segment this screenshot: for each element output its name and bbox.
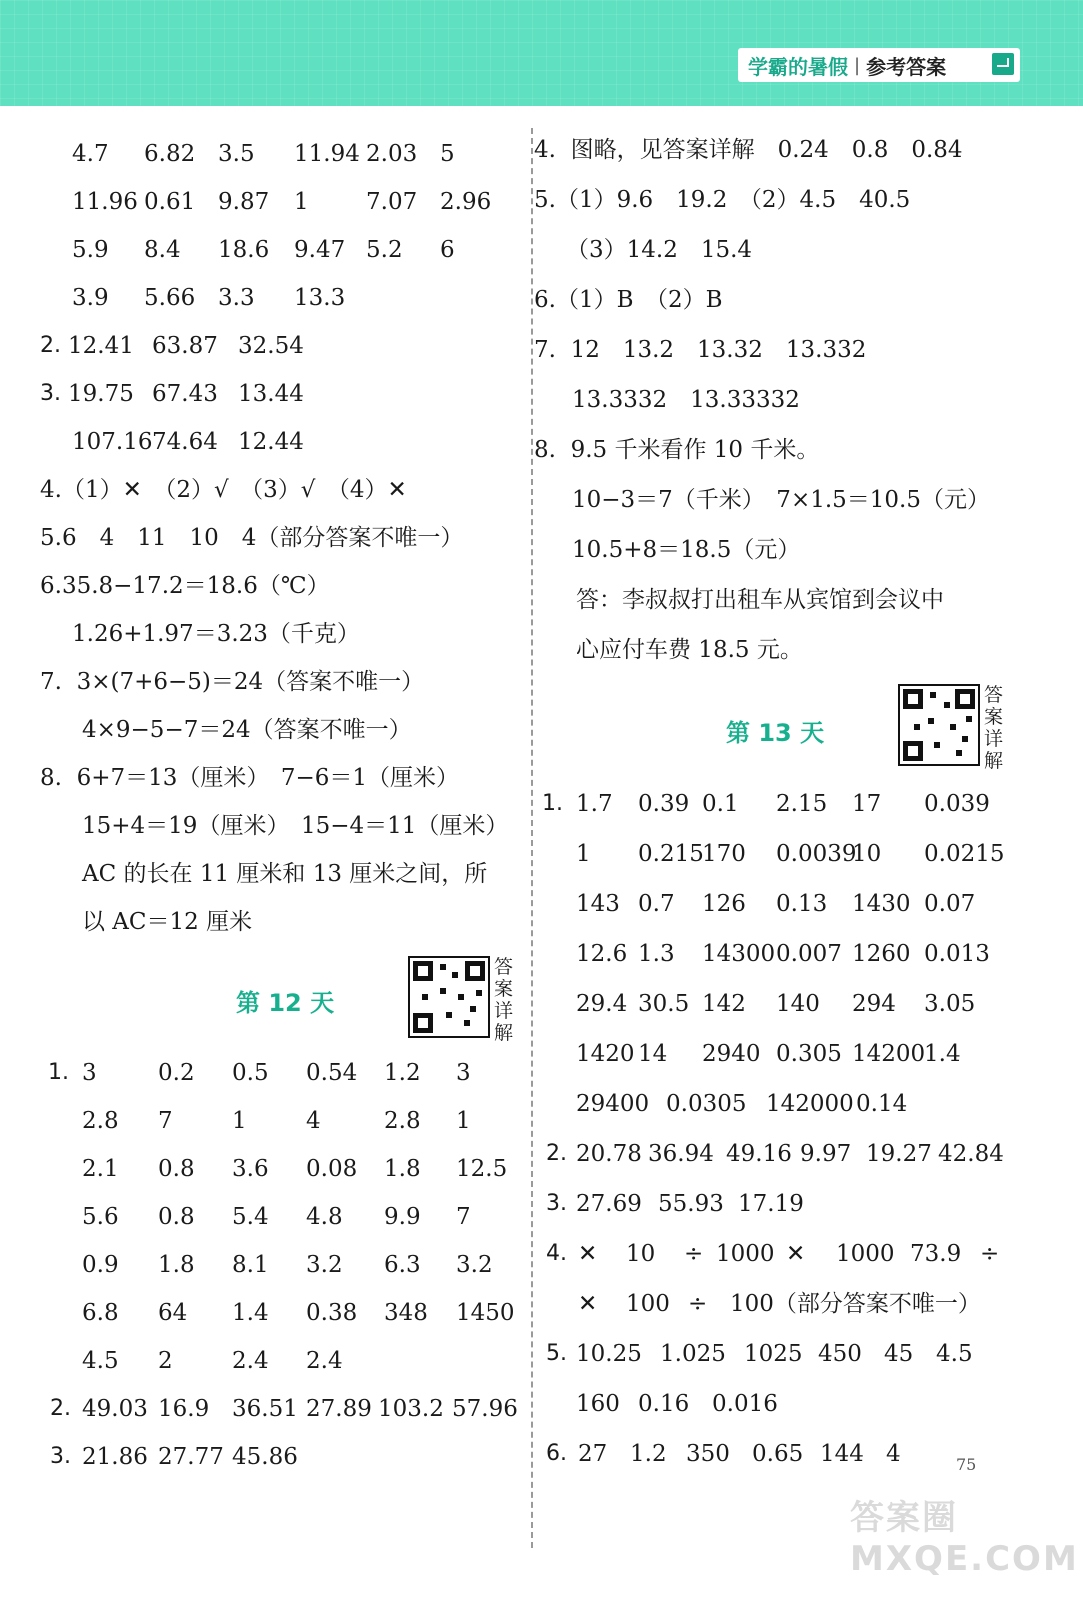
answer-value: 294 — [852, 991, 896, 1017]
answer-value: 140 — [776, 991, 820, 1017]
answer-value: 3.3 — [218, 285, 255, 311]
answer-value: 73.9 — [910, 1241, 962, 1267]
answer-line: 心应付车费 18.5 元。 — [576, 637, 803, 663]
answer-value: 55.93 — [658, 1191, 724, 1217]
answer-value: 17 — [852, 791, 882, 817]
answer-value: 4.7 — [72, 141, 109, 167]
answer-line: 5.6 4 11 10 4（部分答案不唯一） — [40, 525, 464, 551]
answer-value: 36.94 — [648, 1141, 714, 1167]
answer-value: 29.4 — [576, 991, 628, 1017]
answer-value: 6 — [440, 237, 455, 263]
answer-value: 12.5 — [456, 1156, 508, 1182]
answer-value: 74.64 — [152, 429, 218, 455]
answer-value: 3.6 — [232, 1156, 269, 1182]
question-number: 3. — [40, 381, 61, 406]
question-number: 3. — [50, 1444, 71, 1469]
answer-value: 0.0305 — [666, 1091, 747, 1117]
answer-value: 2.4 — [306, 1348, 343, 1374]
answer-value: 42.84 — [938, 1141, 1004, 1167]
answer-value: 27.77 — [158, 1444, 224, 1470]
answer-value: 170 — [702, 841, 746, 867]
answer-value: 103.2 — [378, 1396, 444, 1422]
answer-value: 6.82 — [144, 141, 196, 167]
answer-value: 1 — [576, 841, 591, 867]
book-icon — [992, 53, 1014, 75]
answer-value: 0.38 — [306, 1300, 358, 1326]
answer-value: 49.03 — [82, 1396, 148, 1422]
answer-value: 6.3 — [384, 1252, 421, 1278]
answer-value: 45.86 — [232, 1444, 298, 1470]
answer-value: 5.6 — [82, 1204, 119, 1230]
answer-line: 8. 6+7＝13（厘米） 7−6＝1（厘米） — [40, 765, 460, 791]
answer-value: 64 — [158, 1300, 188, 1326]
answer-line: 5.（1）9.6 19.2 （2）4.5 40.5 — [534, 187, 911, 213]
answer-line: 以 AC＝12 厘米 — [82, 909, 253, 935]
answer-value: 0.305 — [776, 1041, 842, 1067]
answer-value: 1 — [232, 1108, 247, 1134]
answer-value: 0.2 — [158, 1060, 195, 1086]
answer-value: 13.44 — [238, 381, 304, 407]
answer-value: 450 — [818, 1341, 862, 1367]
answer-value: 12.41 — [68, 333, 134, 359]
answer-value: ✕ — [578, 1291, 598, 1317]
qr-caption-day13: 答 案 详 解 — [984, 684, 1004, 772]
answer-value: 143 — [576, 891, 620, 917]
answer-value: 0.7 — [638, 891, 675, 917]
answer-value: 1 — [294, 189, 309, 215]
answer-value: 2.1 — [82, 1156, 119, 1182]
answer-value: 107.16 — [72, 429, 153, 455]
answer-line: 4×9−5−7＝24（答案不唯一） — [82, 717, 412, 743]
answer-value: 36.51 — [232, 1396, 298, 1422]
answer-value: 0.16 — [638, 1391, 690, 1417]
answer-value: 27.89 — [306, 1396, 372, 1422]
answer-value: 1000 — [716, 1241, 775, 1267]
answer-value: 3.2 — [306, 1252, 343, 1278]
answer-value: 0.61 — [144, 189, 196, 215]
answer-value: 142 — [702, 991, 746, 1017]
answer-value: 8.1 — [232, 1252, 269, 1278]
book-title: 学霸的暑假 — [748, 54, 848, 79]
answer-value: 3.2 — [456, 1252, 493, 1278]
answer-value: 18.6 — [218, 237, 270, 263]
page-number: 75 — [956, 1455, 977, 1474]
answer-value: 348 — [384, 1300, 428, 1326]
question-number: 3. — [546, 1191, 567, 1216]
answer-line: 6.（1）B （2）B — [534, 287, 723, 313]
answer-value: 126 — [702, 891, 746, 917]
answer-value: 0.54 — [306, 1060, 358, 1086]
answer-value: 1.8 — [158, 1252, 195, 1278]
answer-value: 2.96 — [440, 189, 492, 215]
answer-value: 142000 — [766, 1091, 854, 1117]
question-number: 2. — [546, 1141, 567, 1166]
answer-value: 19.75 — [68, 381, 134, 407]
answer-value: 1450 — [456, 1300, 515, 1326]
answer-value: 67.43 — [152, 381, 218, 407]
answer-value: 7 — [158, 1108, 173, 1134]
question-number: 2. — [50, 1396, 71, 1421]
answer-line: 4.（1）✕ （2）√ （3）√ （4）✕ — [40, 477, 407, 503]
answer-value: 45 — [884, 1341, 914, 1367]
header-separator: | — [854, 54, 861, 76]
answer-value: 12.44 — [238, 429, 304, 455]
answer-value: 0.8 — [158, 1156, 195, 1182]
answer-value: 49.16 — [726, 1141, 792, 1167]
answer-value: 11.96 — [72, 189, 138, 215]
question-number: 4. — [546, 1241, 567, 1266]
answer-value: 0.07 — [924, 891, 976, 917]
answer-value: 4 — [306, 1108, 321, 1134]
answer-value: 350 — [686, 1441, 730, 1467]
header-label — [738, 48, 1020, 82]
answer-value: 63.87 — [152, 333, 218, 359]
answer-value: 9.97 — [800, 1141, 852, 1167]
answer-value: 27.69 — [576, 1191, 642, 1217]
answer-value: 9.47 — [294, 237, 346, 263]
answer-value: 5.2 — [366, 237, 403, 263]
answer-value: 3 — [82, 1060, 97, 1086]
answer-value: 0.013 — [924, 941, 990, 967]
answer-value: 5.9 — [72, 237, 109, 263]
answer-value: 21.86 — [82, 1444, 148, 1470]
answer-value: 1.025 — [660, 1341, 726, 1367]
answer-value: 5 — [440, 141, 455, 167]
answer-value: 14 — [638, 1041, 668, 1067]
answer-value: 0.08 — [306, 1156, 358, 1182]
answer-value: 0.0215 — [924, 841, 1005, 867]
answer-value: 12.6 — [576, 941, 628, 967]
answer-value: 1.3 — [638, 941, 675, 967]
answer-value: 100 — [626, 1291, 670, 1317]
answer-value: 0.039 — [924, 791, 990, 817]
question-number: 1. — [48, 1060, 69, 1085]
answer-value: 10 — [626, 1241, 656, 1267]
answer-value: ✕ — [578, 1241, 598, 1267]
answer-line: 7. 12 13.2 13.32 13.332 — [534, 337, 867, 363]
question-number: 6. — [546, 1441, 567, 1466]
answer-value: 3.5 — [218, 141, 255, 167]
answer-value: ✕ — [786, 1241, 806, 1267]
answer-value: 7.07 — [366, 189, 418, 215]
answer-line: 6.35.8−17.2＝18.6（℃） — [40, 573, 330, 599]
answer-value: 29400 — [576, 1091, 650, 1117]
answer-value: 2.15 — [776, 791, 828, 817]
watermark: 答案圈 MXQE.COM — [850, 1498, 1079, 1579]
answer-line: 10.5+8＝18.5（元） — [572, 537, 801, 563]
answer-value: 3.05 — [924, 991, 976, 1017]
answer-value: 3.9 — [72, 285, 109, 311]
answer-value: 2940 — [702, 1041, 761, 1067]
answer-value: 0.5 — [232, 1060, 269, 1086]
qr-code-day12[interactable] — [408, 956, 490, 1038]
answer-value: 2 — [158, 1348, 173, 1374]
answer-value: 3 — [456, 1060, 471, 1086]
section-title: 参考答案 — [866, 54, 947, 79]
column-divider — [531, 128, 533, 1548]
answer-value: 1430 — [852, 891, 911, 917]
answer-value: 4.8 — [306, 1204, 343, 1230]
answer-line: 15+4＝19（厘米） 15−4＝11（厘米） — [82, 813, 509, 839]
answer-value: 0.14 — [856, 1091, 908, 1117]
answer-value: 1.2 — [630, 1441, 667, 1467]
answer-value: 1420 — [576, 1041, 635, 1067]
answer-line: 4. 图略，见答案详解 0.24 0.8 0.84 — [534, 137, 963, 163]
answer-value: 5.4 — [232, 1204, 269, 1230]
answer-value: 9.87 — [218, 189, 270, 215]
answer-line: 13.3332 13.33332 — [572, 387, 800, 413]
answer-value: 11.94 — [294, 141, 360, 167]
answer-line: 7. 3×(7+6−5)＝24（答案不唯一） — [40, 669, 425, 695]
answer-value: 0.65 — [752, 1441, 804, 1467]
answer-value: ÷ — [980, 1241, 1000, 1267]
answer-value: 14300 — [702, 941, 776, 967]
answer-value: 16.9 — [158, 1396, 210, 1422]
answer-value: 1.8 — [384, 1156, 421, 1182]
answer-value: 14200 — [852, 1041, 926, 1067]
answer-value: 17.19 — [738, 1191, 804, 1217]
day13-title: 第 13 天 — [726, 719, 825, 747]
answer-value: 4.5 — [82, 1348, 119, 1374]
answer-value: 19.27 — [866, 1141, 932, 1167]
answer-value: 0.016 — [712, 1391, 778, 1417]
answer-value: 13.3 — [294, 285, 346, 311]
answer-value: 0.1 — [702, 791, 739, 817]
answer-value: 1.4 — [924, 1041, 961, 1067]
answer-value: 0.39 — [638, 791, 690, 817]
question-number: 5. — [546, 1341, 567, 1366]
answer-value: 1.4 — [232, 1300, 269, 1326]
day12-title: 第 12 天 — [236, 989, 335, 1017]
answer-value: 4 — [886, 1441, 901, 1467]
answer-value: ÷ — [684, 1241, 704, 1267]
question-number: 1. — [542, 791, 563, 816]
answer-line: 1.26+1.97＝3.23（千克） — [72, 621, 360, 647]
answer-value: 2.8 — [384, 1108, 421, 1134]
answer-value: 27 — [578, 1441, 608, 1467]
answer-value: 4.5 — [936, 1341, 973, 1367]
answer-value: 10.25 — [576, 1341, 642, 1367]
answer-value: 2.8 — [82, 1108, 119, 1134]
answer-value: 20.78 — [576, 1141, 642, 1167]
answer-value: 0.215 — [638, 841, 704, 867]
answer-line: 答：李叔叔打出租车从宾馆到会议中 — [576, 587, 944, 613]
answer-value: 32.54 — [238, 333, 304, 359]
answer-line: AC 的长在 11 厘米和 13 厘米之间，所 — [82, 861, 488, 887]
answer-value: 0.13 — [776, 891, 828, 917]
question-number: 2. — [40, 333, 61, 358]
answer-value: 8.4 — [144, 237, 181, 263]
answer-value: 10 — [852, 841, 882, 867]
answer-value: 30.5 — [638, 991, 690, 1017]
answer-value: 160 — [576, 1391, 620, 1417]
answer-value: 100（部分答案不唯一） — [730, 1291, 981, 1317]
answer-value: 0.0039 — [776, 841, 857, 867]
answer-value: 1.7 — [576, 791, 613, 817]
answer-value: 1025 — [744, 1341, 803, 1367]
answer-value: 2.03 — [366, 141, 418, 167]
answer-value: 1000 — [836, 1241, 895, 1267]
answer-value: 1260 — [852, 941, 911, 967]
answer-value: 5.66 — [144, 285, 196, 311]
qr-caption-day12: 答 案 详 解 — [494, 956, 514, 1044]
answer-value: 0.007 — [776, 941, 842, 967]
answer-value: 0.9 — [82, 1252, 119, 1278]
header-banner — [0, 0, 1083, 106]
answer-value: 1 — [456, 1108, 471, 1134]
answer-value: 0.8 — [158, 1204, 195, 1230]
answer-value: 7 — [456, 1204, 471, 1230]
answer-line: 10−3＝7（千米） 7×1.5＝10.5（元） — [572, 487, 990, 513]
qr-code-day13[interactable] — [898, 684, 980, 766]
answer-value: 144 — [820, 1441, 864, 1467]
answer-value: ÷ — [688, 1291, 708, 1317]
answer-line: 8. 9.5 千米看作 10 千米。 — [534, 437, 820, 463]
answer-value: 9.9 — [384, 1204, 421, 1230]
answer-value: 2.4 — [232, 1348, 269, 1374]
answer-line: （3）14.2 15.4 — [566, 237, 753, 263]
answer-value: 1.2 — [384, 1060, 421, 1086]
answer-value: 6.8 — [82, 1300, 119, 1326]
answer-value: 57.96 — [452, 1396, 518, 1422]
